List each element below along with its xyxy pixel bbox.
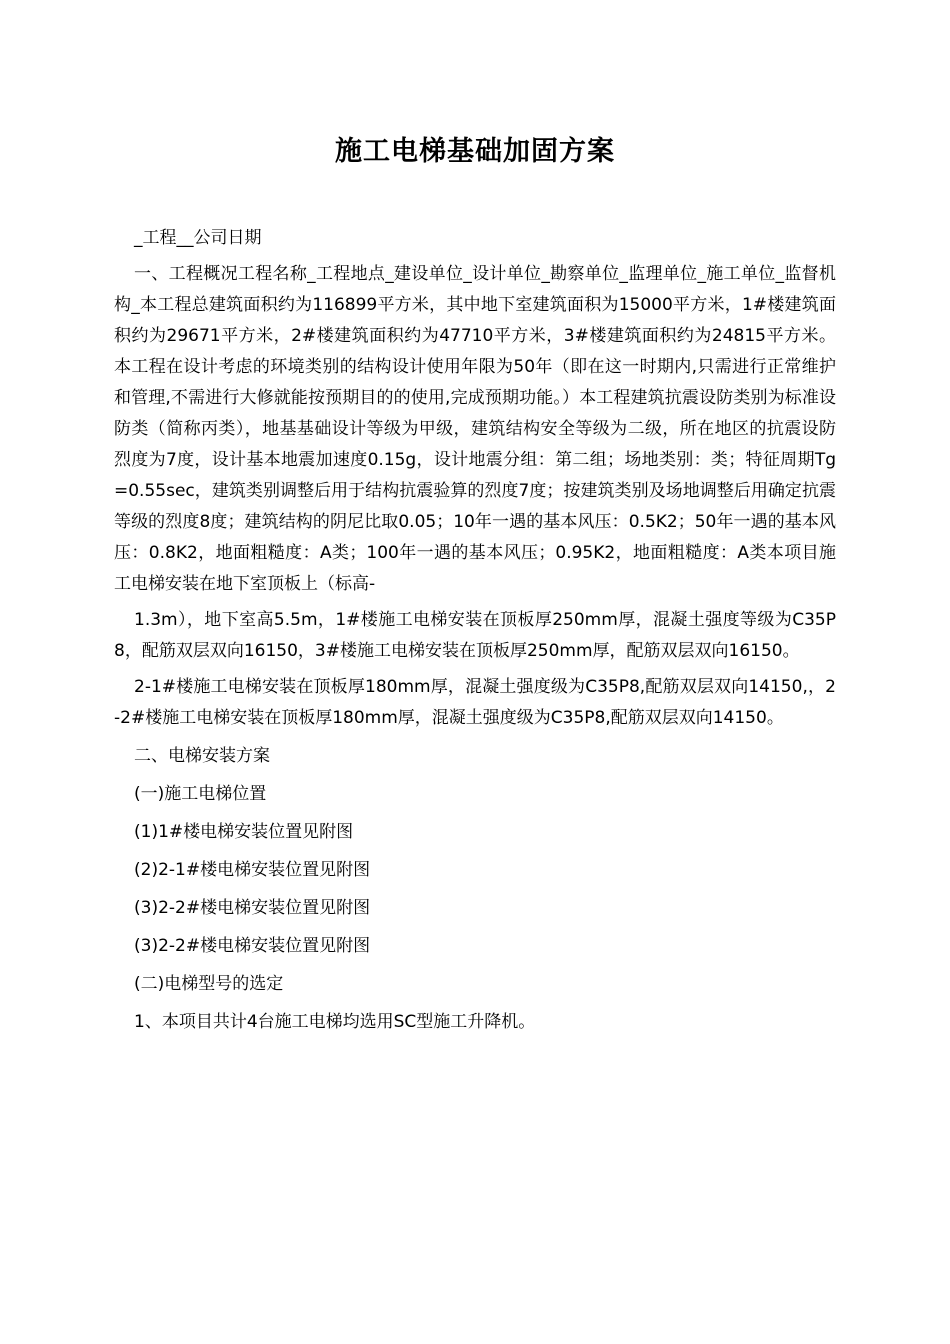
list-item: 1、本项目共计4台施工电梯均选用SC型施工升降机。 <box>134 1012 536 1032</box>
paragraph-building-2: 2-1#楼施工电梯安装在顶板厚180mm厚，混凝土强度级为C35P8,配筋双层双向14150,，2-2#楼施工电梯安装在顶板厚180mm厚，混凝土强度级为C35P8,配筋双层双向14150。 <box>114 677 836 728</box>
subheading-elevator-model: (二)电梯型号的选定 <box>134 974 284 994</box>
list-item: (2)2-1#楼电梯安装位置见附图 <box>134 860 371 880</box>
subheading-elevator-position: (一)施工电梯位置 <box>134 784 267 804</box>
header-line: _工程__公司日期 <box>134 228 262 248</box>
paragraph-basement: 1.3m），地下室高5.5m，1#楼施工电梯安装在顶板厚250mm厚，混凝土强度等级为C35P8，配筋双层双向16150，3#楼施工电梯安装在顶板厚250mm厚，配筋双层双向16150。 <box>114 610 836 661</box>
list-item: (3)2-2#楼电梯安装位置见附图 <box>134 936 371 956</box>
section-heading-elevator-plan: 二、电梯安装方案 <box>134 746 270 766</box>
list-item: (1)1#楼电梯安装位置见附图 <box>134 822 354 842</box>
list-item: (3)2-2#楼电梯安装位置见附图 <box>134 898 371 918</box>
document-body <box>114 223 836 1038</box>
paragraph-overview: 一、工程概况工程名称_工程地点_建设单位_设计单位_勘察单位_监理单位_施工单位_监督机构_本工程总建筑面积约为116899平方米，其中地下室建筑面积为15000平方米，1#楼建筑面积约为29671平方米，2#楼建筑面积约为47710平方米，3#楼建筑面积约为24815平方米。本工程在设计考虑的环境类别的结构设计使用年限为50年（即在这一时期内,只需进行正常维护和管理,不需进行大修就能按预期目的的使用,完成预期功能。）本工程建筑抗震设防类别为标准设防类（简称丙类），地基基础设计等级为甲级，建筑结构安全等级为二级，所在地区的抗震设防烈度为7度，设计基本地震加速度0.15g，设计地震分组：第二组；场地类别：类；特征周期Tg=0.55sec，建筑类别调整后用于结构抗震验算的烈度7度；按建筑类别及场地调整后用确定抗震等级的烈度8度；建筑结构的阴尼比取0.05；10年一遇的基本风压：0.5K2；50年一遇的基本风压：0.8K2，地面粗糙度：A类；100年一遇的基本风压；0.95K2，地面粗糙度：A类本项目施工电梯安装在地下室顶板上（标高- <box>114 264 836 594</box>
document-title: 施工电梯基础加固方案 <box>335 136 615 167</box>
